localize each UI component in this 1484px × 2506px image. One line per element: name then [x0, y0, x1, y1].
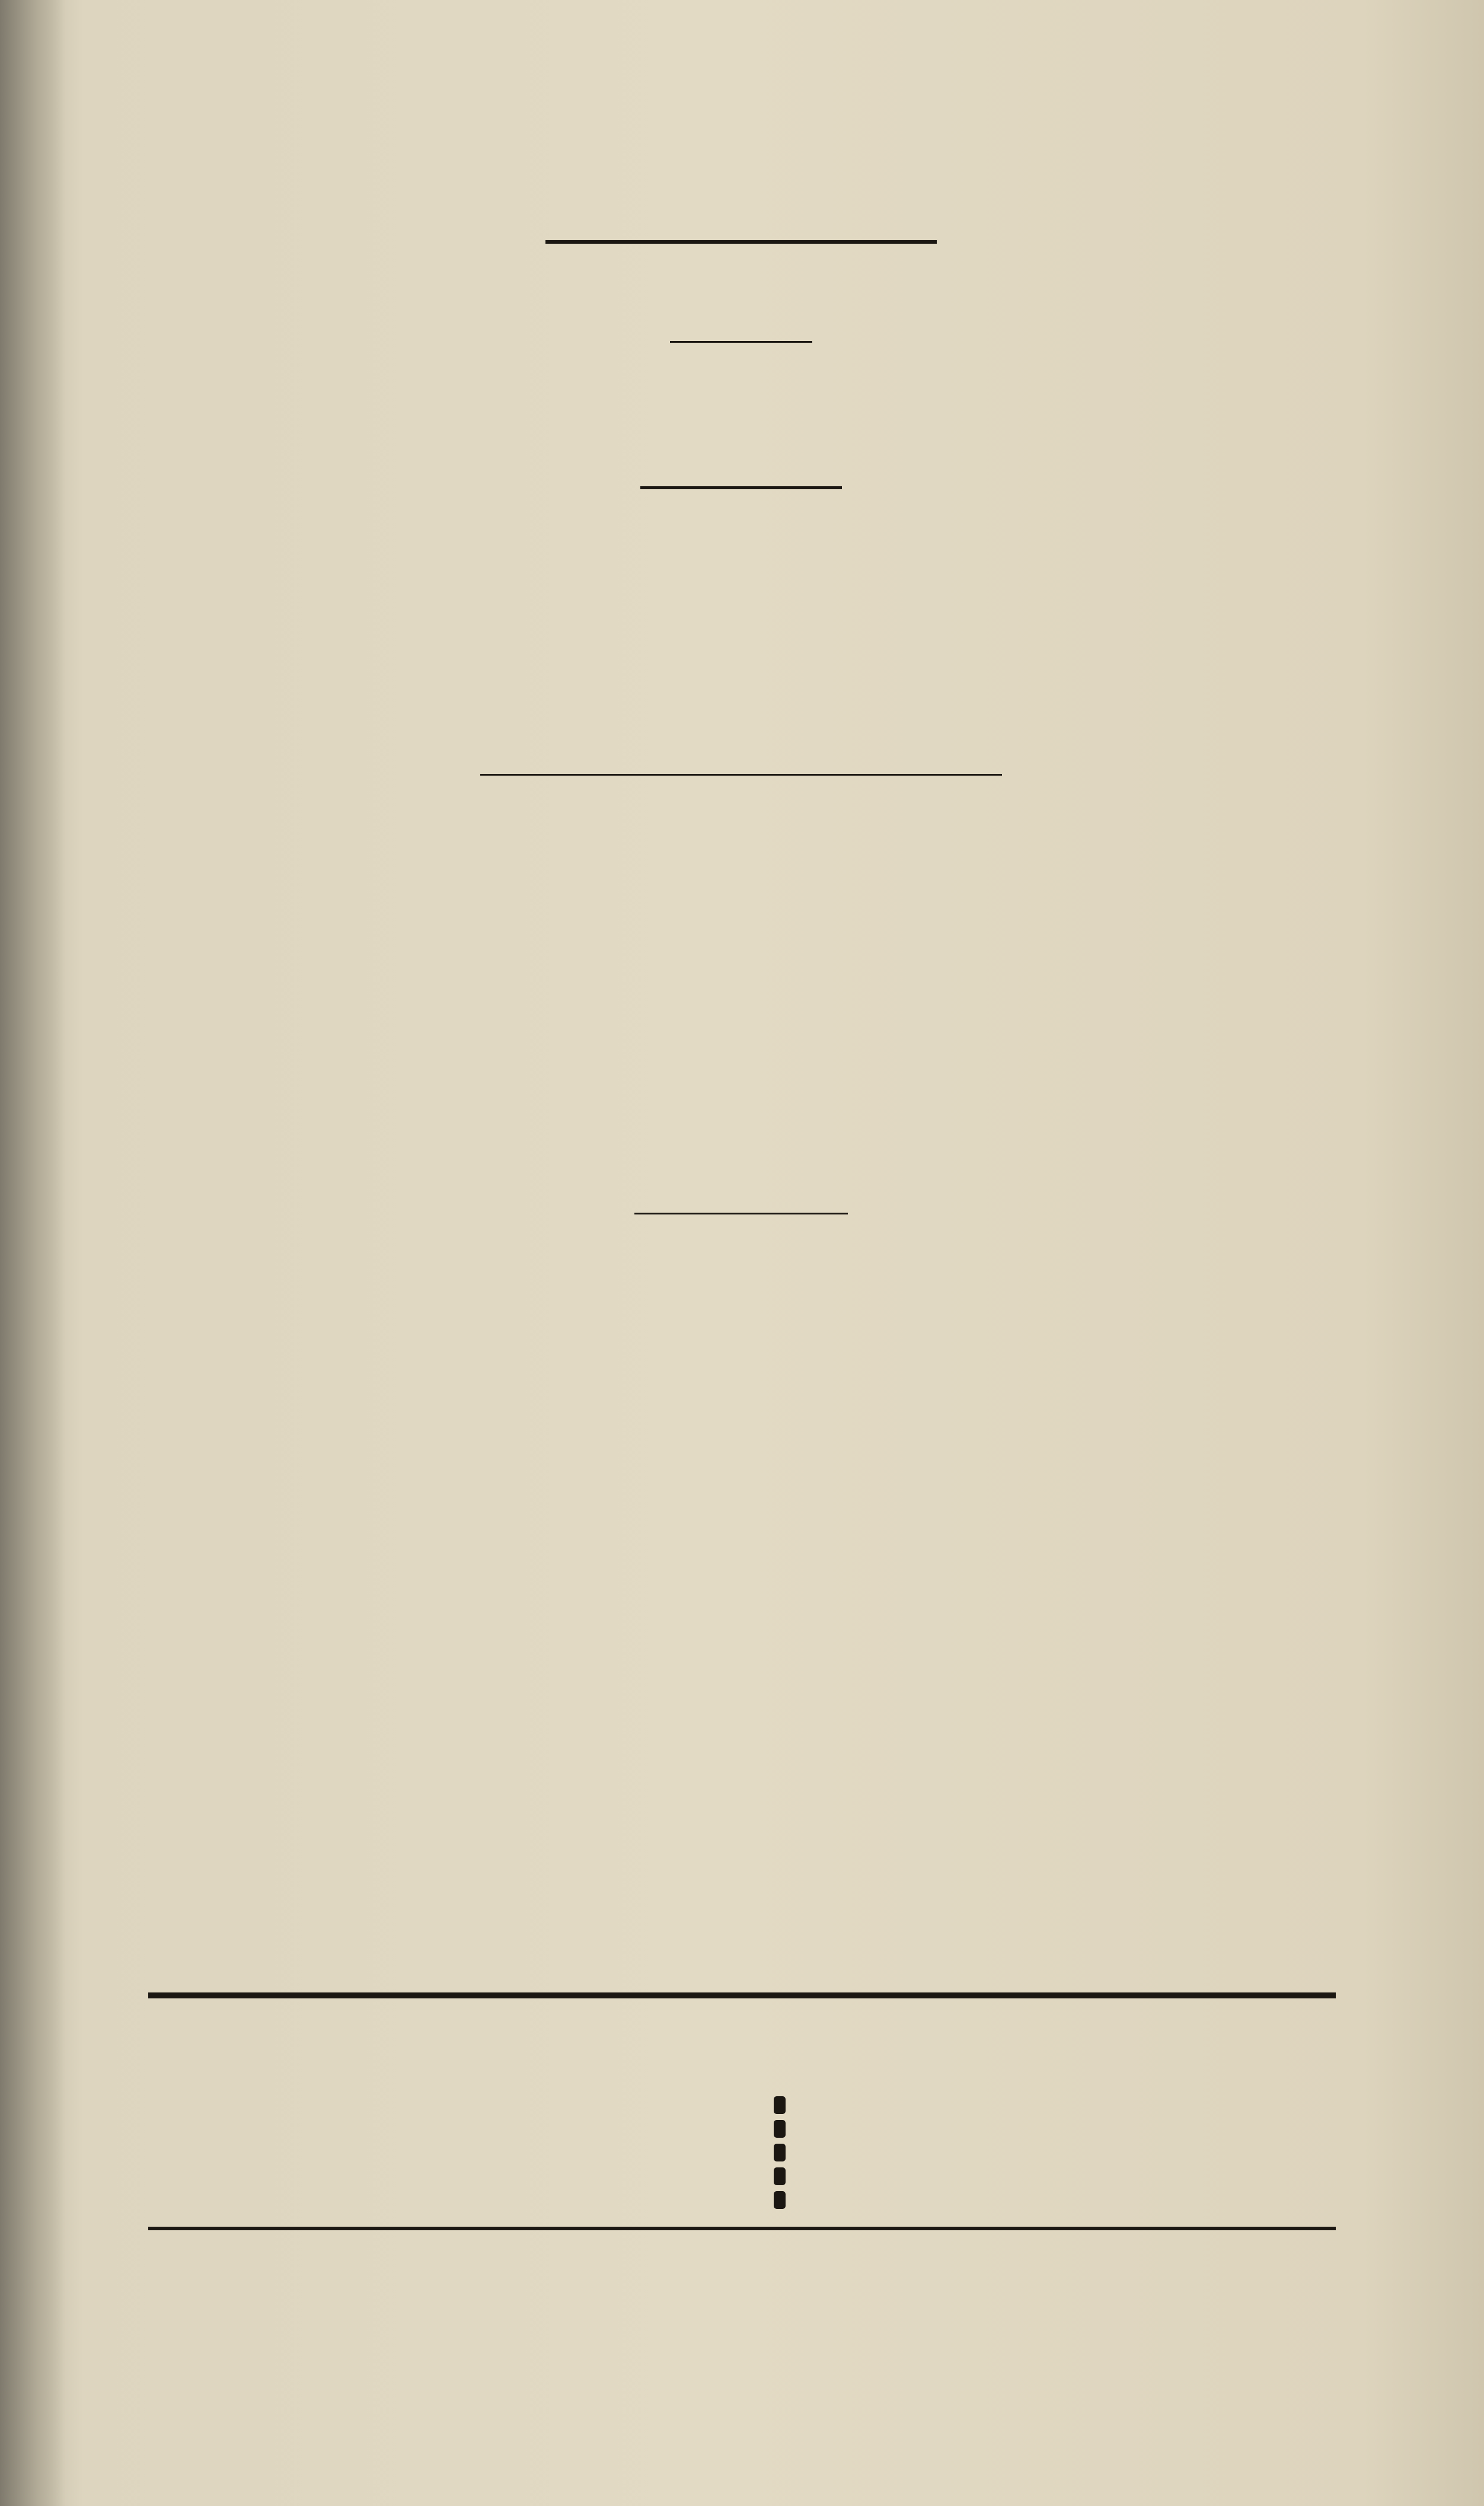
- divider-thick: [148, 1992, 1336, 1998]
- ornament-border-top: [83, 89, 1340, 130]
- divider-line: [480, 774, 1002, 776]
- playbill-content: [148, 136, 1336, 2387]
- divider-short: [634, 1213, 848, 1214]
- binding-edge: [0, 0, 65, 2506]
- divider-short: [670, 341, 812, 343]
- divider-line: [148, 2227, 1336, 2230]
- prices-ornament-divider: [771, 2093, 789, 2212]
- divider-ornament: [545, 240, 937, 244]
- ornament-border-left: [83, 130, 125, 2330]
- divider-short: [640, 486, 842, 489]
